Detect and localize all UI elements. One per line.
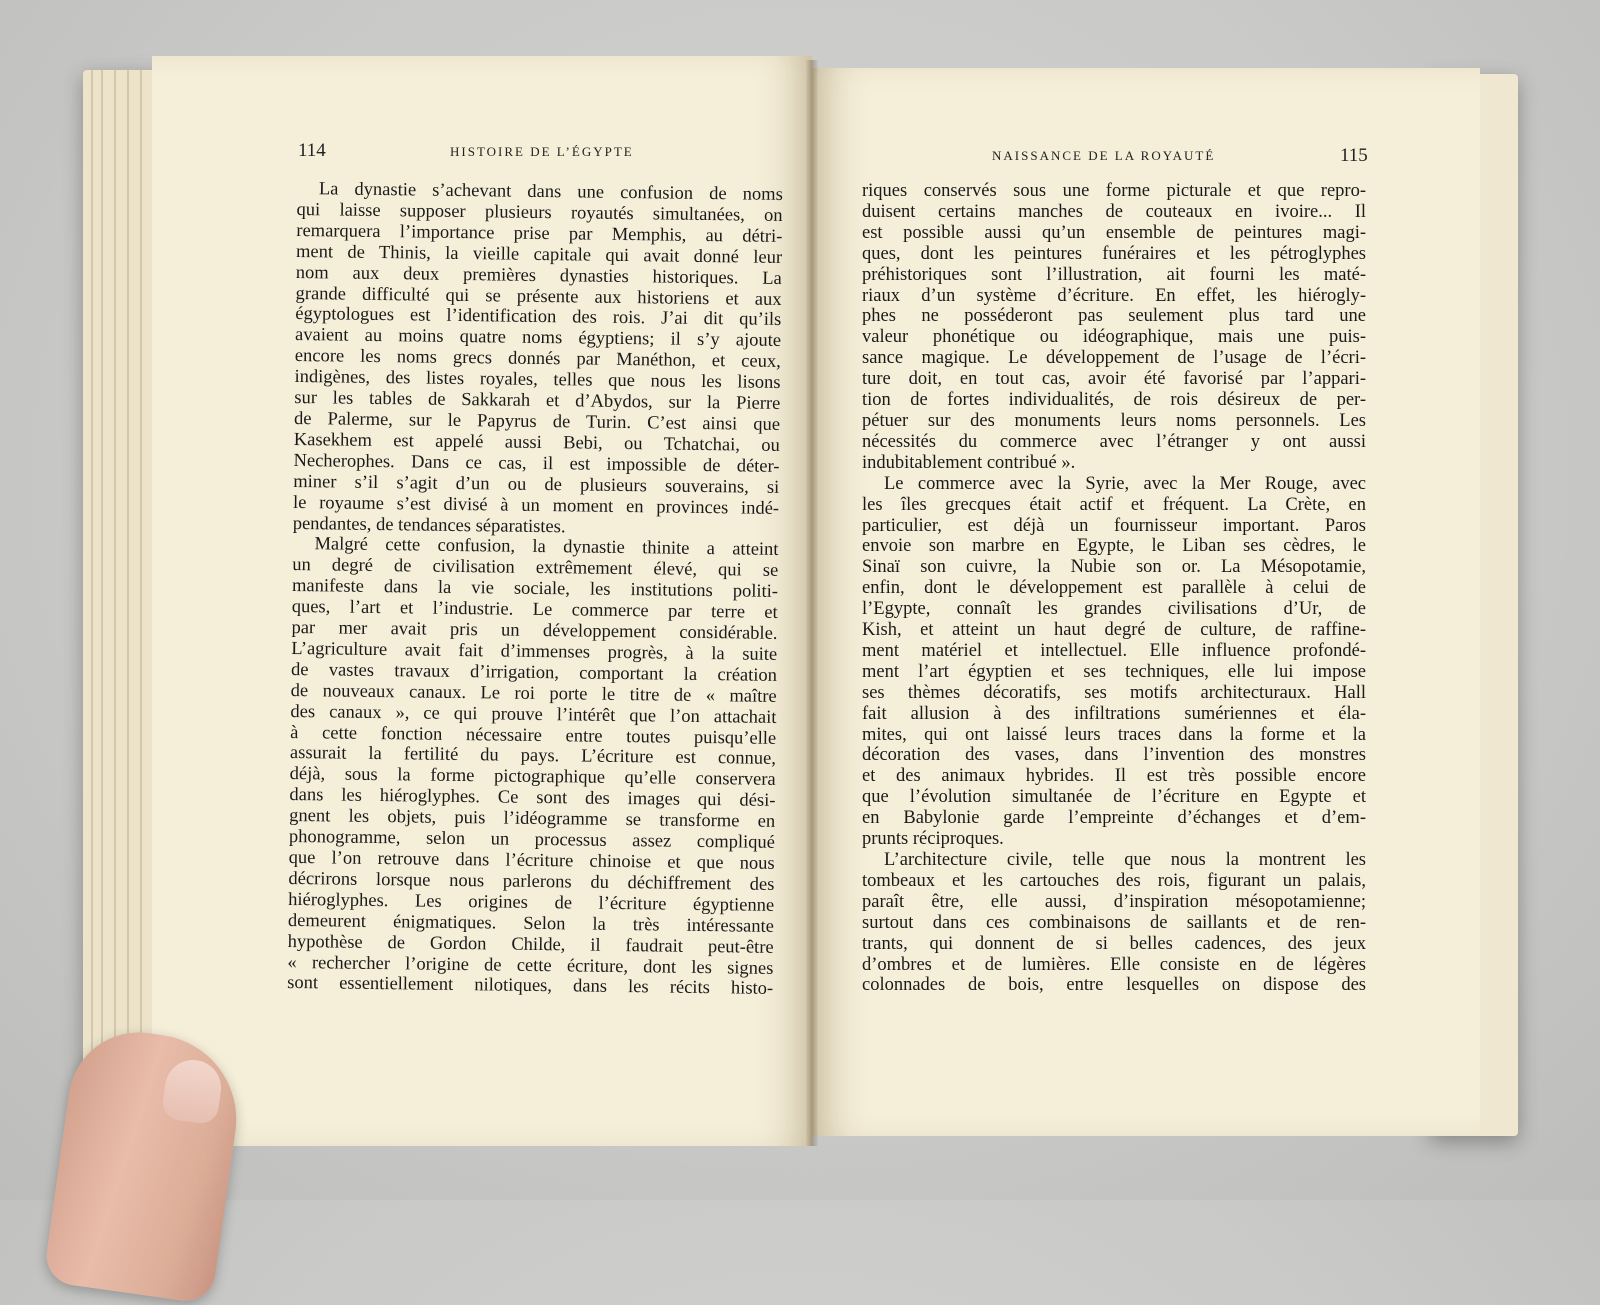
text-line: des canaux », ce qui prouve l’intérêt que l’on attachait: [290, 701, 777, 728]
text-line: Sinaï son cuivre, la Nubie son or. La Mésopotamie,: [862, 557, 1366, 578]
text-line: Kish, et atteint un haut degré de culture, de raffine-: [862, 620, 1366, 641]
text-line: hiéroglyphes. Les origines de l’écriture égyptienne: [288, 889, 775, 916]
right-page-number: 115: [1340, 145, 1368, 166]
text-line: trants, qui donnent de si belles cadences, des jeux: [862, 933, 1366, 954]
book-gutter: [806, 60, 818, 1146]
text-line: particulier, est déjà un fournisseur important. Paros: [862, 515, 1366, 536]
text-line: l’Egypte, connaît les grandes civilisations d’Ur, de: [862, 599, 1366, 620]
text-line: ment l’art égyptien et ses techniques, elle lui impose: [862, 661, 1366, 682]
text-line: d’ombres et de lumières. Elle consiste en de légères: [862, 954, 1366, 975]
text-line: mites, qui ont laissé leurs traces dans la forme et la: [862, 724, 1366, 745]
right-text-column: [862, 181, 1366, 996]
text-line: nécessités du commerce avec l’étranger y ont aussi: [862, 431, 1366, 452]
text-line: tion de fortes individualités, de rois désireux de per-: [862, 390, 1366, 411]
text-line: duisent certains manches de couteaux en ivoire... Il: [862, 201, 1366, 222]
text-line: L’architecture civile, telle que nous la montrent les: [884, 850, 1366, 870]
text-line: paraît être, elle aussi, d’inspiration mésopotamienne;: [862, 891, 1366, 912]
text-line: le royaume s’est divisé à un moment en provinces indé-: [292, 492, 780, 519]
text-line: sance magique. Le développement de l’usage de l’écri-: [862, 348, 1366, 369]
text-line: décoration des vases, dans l’invention des monstres: [862, 745, 1366, 766]
text-line: grande difficulté qui se présente aux historiens et aux: [295, 283, 782, 310]
text-line: sur les tables de Sakkarah et d’Abydos, sur la Pierre: [294, 388, 781, 414]
text-line: égyptologues est l’identification des rois. J’ai dit qu’ils: [295, 304, 782, 331]
text-line: riques conservés sous une forme picturale et que repro-: [862, 181, 1366, 201]
text-line: indubitablement contribué ».: [862, 452, 1076, 473]
text-line: ques, dont les peintures funéraires et les pétroglyphes: [862, 243, 1366, 264]
text-line: prunts réciproques.: [862, 829, 1004, 850]
text-line: de Palerme, sur le Papyrus de Turin. C’est ainsi que: [293, 408, 781, 435]
text-line: valeur phonétique ou idéographique, mais une puis-: [862, 327, 1366, 348]
text-line: déjà, sous la forme pictographique qu’elle conservera: [289, 764, 776, 791]
text-line: avaient au moins quatre noms égyptiens; il s’y ajoute: [294, 325, 782, 352]
text-line: et des animaux hybrides. Il est très possible encore: [862, 766, 1366, 787]
text-line: L’agriculture avait fait d’immenses progrès, à la suite: [291, 638, 778, 665]
text-line: qui laisse supposer plusieurs royautés simultanées, on: [296, 199, 783, 226]
text-line: ses thèmes décoratifs, ses motifs architecturaux. Hall: [862, 682, 1366, 703]
fingernail: [161, 1056, 225, 1125]
text-line: que l’on retrouve dans l’écriture chinoise et que nous: [288, 847, 775, 874]
text-line: ment de Thinis, la vieille capitale qui avait donné leur: [295, 241, 783, 268]
text-line: « rechercher l’origine de cette écriture, dont les signes: [287, 952, 774, 979]
text-line: manifeste dans la vie sociale, les institutions politi-: [291, 576, 779, 603]
right-running-title: NAISSANCE DE LA ROYAUTÉ: [992, 148, 1216, 163]
text-line: Necherophes. Dans ce cas, il est impossible de déter-: [293, 450, 780, 477]
text-line: enfin, dont le développement est parallèle à celui de: [862, 578, 1366, 599]
text-line: que l’évolution simultanée de l’écriture en Egypte et: [862, 787, 1366, 808]
left-running-title: HISTOIRE DE L’ÉGYPTE: [450, 144, 634, 159]
text-line: encore les noms grecs donnés par Manéthon, et ceux,: [294, 346, 781, 373]
text-line: pendantes, de tendances séparatistes.: [292, 513, 566, 537]
text-line: remarquera l’importance prise par Memphis, au détri-: [296, 220, 783, 247]
text-line: sont essentiellement nilotiques, dans les récits histo-: [287, 973, 774, 1000]
text-line: fait allusion à des infiltrations sumériennes et éla-: [862, 703, 1366, 724]
text-line: gnent les objets, puis l’idéogramme se transforme en: [289, 806, 776, 833]
text-line: colonnades de bois, entre lesquelles on dispose des: [862, 975, 1366, 996]
text-line: envoie son marbre en Egypte, le Liban ses cèdres, le: [862, 536, 1366, 557]
holding-finger: [43, 1023, 248, 1304]
text-line: de vastes travaux d’irrigation, comportant la création: [290, 659, 778, 686]
text-line: est possible aussi qu’un ensemble de peintures magi-: [862, 222, 1366, 243]
text-line: dans les hiéroglyphes. Ce sont des images qui dési-: [289, 785, 776, 812]
text-line: La dynastie s’achevant dans une confusion de noms: [318, 179, 783, 205]
text-line: par mer avait pris un développement considérable.: [291, 617, 778, 644]
text-line: préhistoriques sont l’illustration, ait fourni les maté-: [862, 264, 1366, 285]
text-line: Le commerce avec la Syrie, avec la Mer Rouge, avec: [884, 473, 1366, 494]
text-line: en Babylonie garde l’empreinte d’échanges et d’em-: [862, 808, 1366, 829]
text-line: phes ne posséderont pas seulement plus tard une: [862, 306, 1366, 327]
text-line: hypothèse de Gordon Childe, il faudrait peut-être: [287, 931, 774, 958]
text-line: décrirons lorsque nous parlerons du déchiffrement des: [288, 868, 775, 895]
text-line: ture doit, en tout cas, avoir été favorisé par l’appari-: [862, 369, 1366, 390]
text-line: les îles grecques était actif et fréquent. La Crète, en: [862, 494, 1366, 515]
text-line: pétuer sur des monuments leurs noms personnels. Les: [862, 410, 1366, 431]
text-line: phonogramme, selon un processus assez compliqué: [288, 827, 776, 853]
text-line: demeurent énigmatiques. Selon la très intéressante: [287, 910, 775, 937]
text-line: surtout dans ces combinaisons de saillants et de ren-: [862, 912, 1366, 933]
text-line: Kasekhem est appelé aussi Bebi, ou Tchatchai, ou: [293, 429, 780, 456]
left-page-number: 114: [298, 140, 326, 161]
text-line: à cette fonction nécessaire entre toutes puisqu’elle: [290, 722, 777, 749]
text-line: tombeaux et les cartouches des rois, figurant un palais,: [862, 870, 1366, 891]
text-line: un degré de civilisation extrêmement élevé, qui se: [292, 555, 779, 582]
text-line: nom aux deux premières dynasties historiques. La: [295, 262, 782, 289]
left-text-column: [287, 179, 783, 1000]
text-line: indigènes, des listes royales, telles que nous les lisons: [294, 367, 781, 394]
text-line: ques, l’art et l’industrie. Le commerce par terre et: [291, 597, 778, 624]
text-line: Malgré cette confusion, la dynastie thinite a atteint: [314, 534, 779, 561]
text-line: ment matériel et intellectuel. Elle influence profondé-: [862, 640, 1366, 661]
text-line: riaux d’un système d’écriture. En effet, les hiérogly-: [862, 285, 1366, 306]
text-line: assurait la fertilité du pays. L’écriture est connue,: [289, 743, 777, 770]
text-line: miner s’il s’agit d’un ou de plusieurs souverains, si: [293, 471, 780, 498]
text-line: de nouveaux canaux. Le roi porte le titre de « maître: [290, 680, 777, 707]
